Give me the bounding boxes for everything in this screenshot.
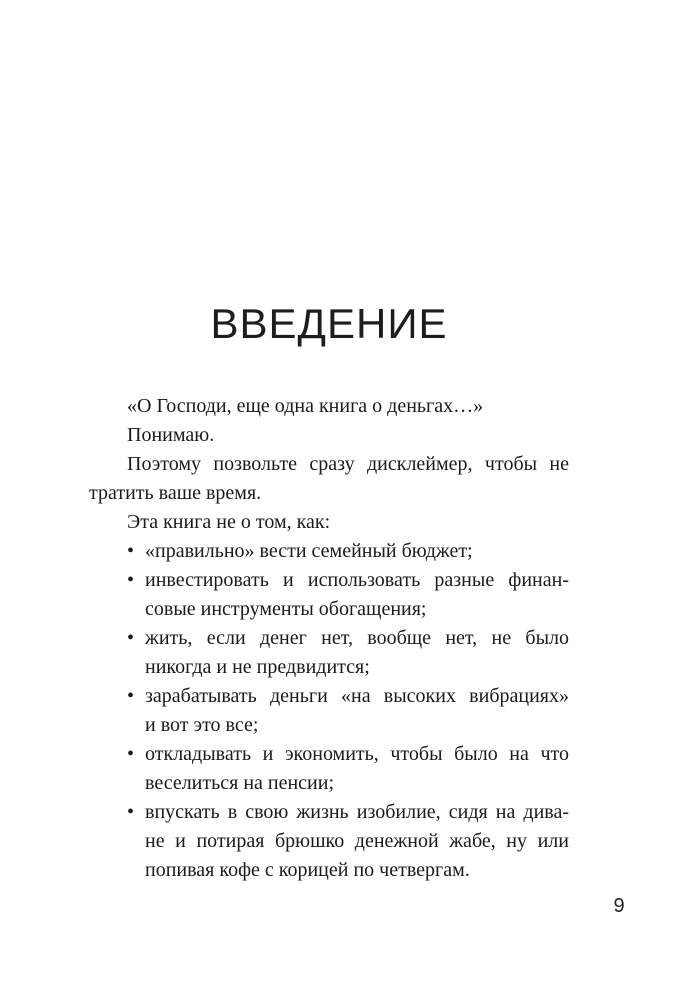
bullet-icon: • xyxy=(127,627,135,649)
text-line: жить, если денег нет, вообще нет, не было xyxy=(145,627,569,649)
bullet-icon: • xyxy=(127,569,135,591)
text-line: впускать в свою жизнь изобилие, сидя на дива- xyxy=(145,801,569,823)
bullet-icon: • xyxy=(127,685,135,707)
text-line: зарабатывать деньги «на высоких вибрациях» xyxy=(145,685,569,707)
text-line: Понимаю. xyxy=(127,424,215,446)
text-line: инвестировать и использовать разные финан- xyxy=(145,569,569,591)
bullet-item xyxy=(89,624,569,682)
bullet-item xyxy=(89,682,569,740)
text-line: откладывать и экономить, чтобы было на что xyxy=(145,743,569,765)
bullet-item xyxy=(89,740,569,798)
text-line: не и потирая брюшко денежной жабе, ну или xyxy=(145,830,569,852)
text-line: Эта книга не о том, как: xyxy=(127,511,331,533)
text-line: и вот это все; xyxy=(145,714,259,736)
text-line: никогда и не предвидится; xyxy=(145,656,370,678)
paragraph xyxy=(89,392,569,421)
text-line: попивая кофе с корицей по четвергам. xyxy=(145,859,470,881)
chapter-title: ВВЕДЕНИЕ xyxy=(210,300,448,347)
bullet-item xyxy=(89,566,569,624)
bullet-item xyxy=(89,798,569,885)
text-line: веселиться на пенсии; xyxy=(145,772,335,794)
text-line: «О Господи, еще одна книга о деньгах…» xyxy=(127,395,484,417)
text-line: тратить ваше время. xyxy=(89,482,262,504)
bullet-icon: • xyxy=(127,801,135,823)
paragraph xyxy=(89,508,569,537)
bullet-icon: • xyxy=(127,743,135,765)
text-line: «правильно» вести семейный бюджет; xyxy=(145,540,473,562)
text-line: Поэтому позвольте сразу дисклеймер, чтобы не xyxy=(127,453,569,475)
page-number: 9 xyxy=(613,895,625,917)
bullet-item xyxy=(89,537,569,566)
text-line: совые инструменты обогащения; xyxy=(145,598,427,620)
bullet-icon: • xyxy=(127,540,135,562)
body-text xyxy=(89,392,569,885)
paragraph xyxy=(89,450,569,508)
paragraph xyxy=(89,421,569,450)
